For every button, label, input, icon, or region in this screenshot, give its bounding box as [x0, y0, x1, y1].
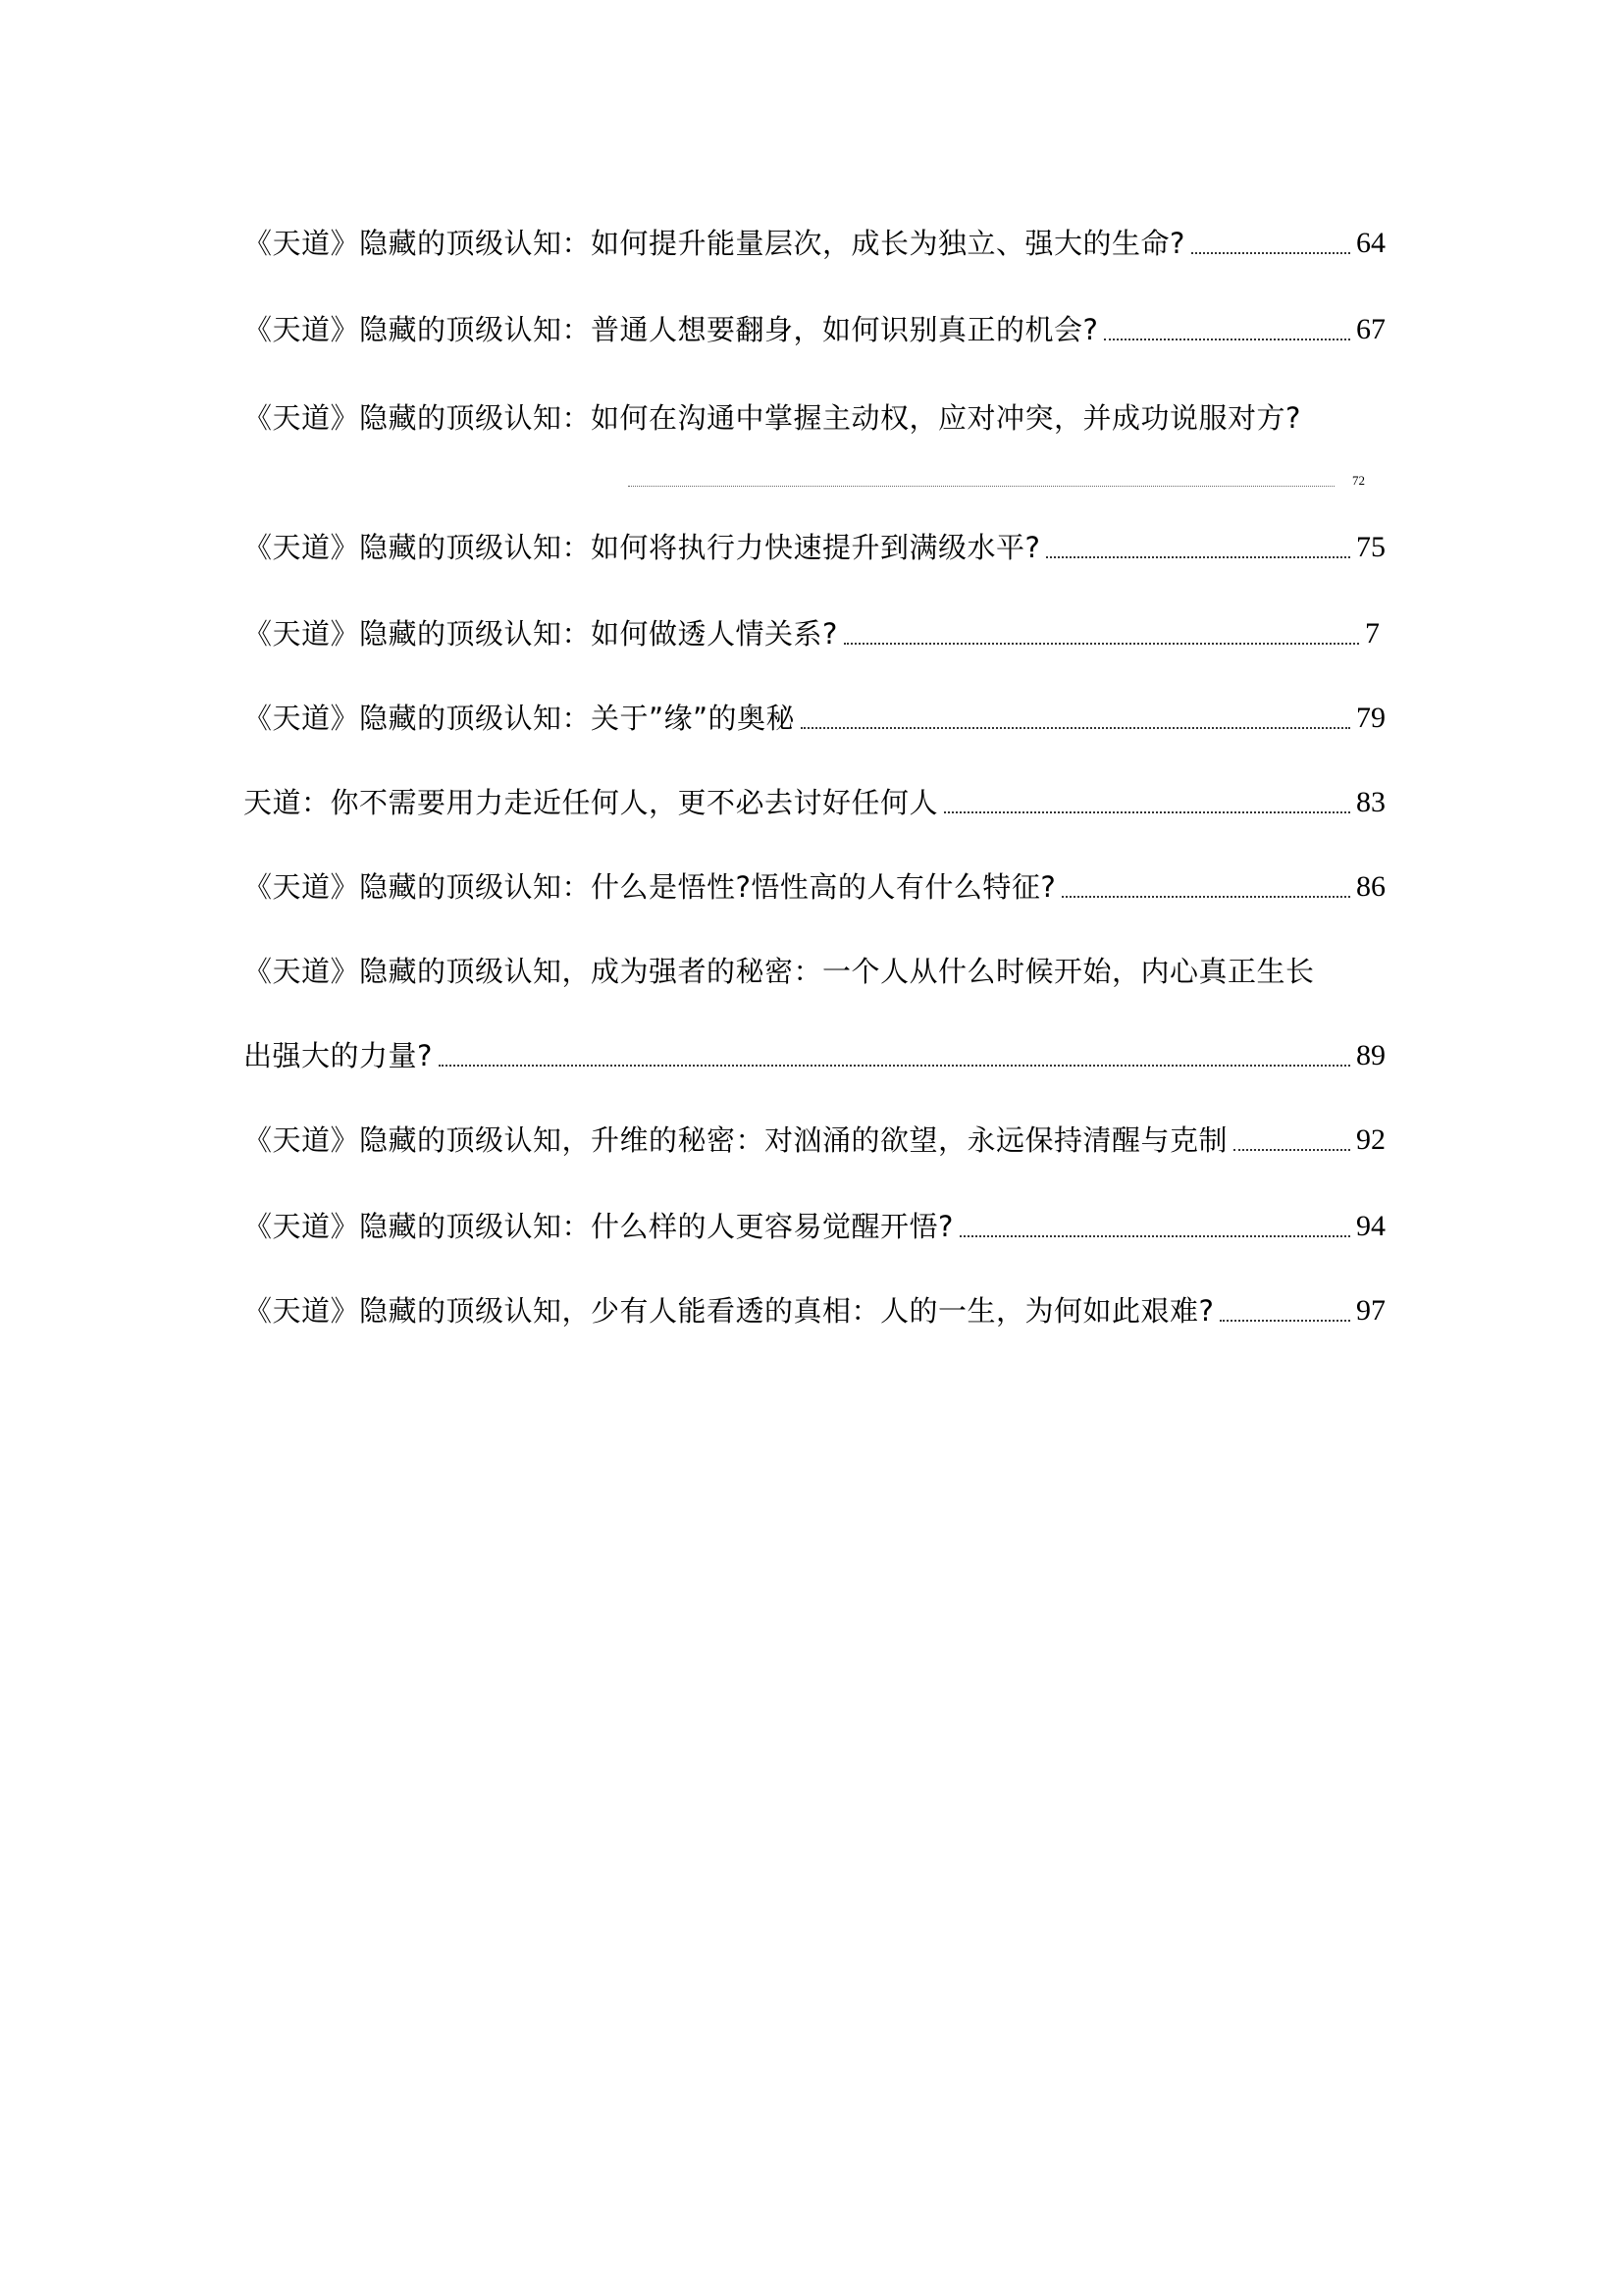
toc-entry-title: 《天道》隐藏的顶级认知：什么样的人更容易觉醒开悟? — [243, 1210, 954, 1243]
toc-entry-page: 72 — [1352, 473, 1365, 488]
dot-leader — [1191, 252, 1350, 254]
toc-entry[interactable] — [243, 612, 1386, 655]
toc-entry[interactable] — [243, 526, 1386, 569]
toc-entry-title: 《天道》隐藏的顶级认知：什么是悟性?悟性高的人有什么特征? — [243, 870, 1057, 904]
toc-entry-title: 《天道》隐藏的顶级认知，升维的秘密：对汹涌的欲望，永远保持清醒与克制 — [243, 1123, 1229, 1157]
toc-entry-page: 86 — [1356, 870, 1386, 903]
dot-leader — [944, 811, 1350, 813]
toc-entry[interactable] — [243, 697, 1386, 740]
toc-entry-page: 7 — [1365, 617, 1380, 650]
toc-entry-page: 94 — [1356, 1210, 1386, 1242]
dot-leader — [439, 1065, 1350, 1067]
toc-entry-title: 《天道》隐藏的顶级认知：如何做透人情关系? — [243, 617, 838, 651]
dot-leader — [960, 1235, 1350, 1237]
toc-entry-title: 《天道》隐藏的顶级认知：普通人想要翻身，如何识别真正的机会? — [243, 313, 1099, 346]
toc-entry[interactable] — [243, 781, 1386, 824]
toc-entry[interactable] — [243, 1289, 1386, 1332]
dot-leader — [801, 727, 1350, 729]
toc-entry-page: 97 — [1356, 1294, 1386, 1327]
toc-entry-title: 《天道》隐藏的顶级认知，少有人能看透的真相：人的一生，为何如此艰难? — [243, 1294, 1215, 1328]
toc-entry-page: 67 — [1356, 313, 1386, 345]
toc-entry-page: 64 — [1356, 227, 1386, 259]
toc-entry-title[interactable]: 《天道》隐藏的顶级认知：如何在沟通中掌握主动权，应对冲突，并成功说服对方? — [243, 401, 1301, 435]
toc-entry-title: 天道：你不需要用力走近任何人，更不必去讨好任何人 — [243, 786, 939, 819]
toc-entry-page: 83 — [1356, 786, 1386, 818]
dot-leader — [628, 486, 1335, 487]
toc-entry[interactable] — [243, 1119, 1386, 1162]
toc-entry[interactable] — [243, 1205, 1386, 1248]
toc-entry[interactable] — [243, 222, 1386, 265]
toc-entry-page: 75 — [1356, 531, 1386, 563]
toc-entry[interactable] — [243, 308, 1386, 351]
dot-leader — [1062, 896, 1350, 898]
toc-entry-page: 79 — [1356, 702, 1386, 734]
toc-entry-title-line2: 出强大的力量? — [243, 1039, 433, 1072]
toc-entry-title: 《天道》隐藏的顶级认知：如何将执行力快速提升到满级水平? — [243, 531, 1041, 564]
toc-entry-title: 《天道》隐藏的顶级认知：关于”缘”的奥秘 — [243, 702, 796, 735]
toc-entry-page: 89 — [1356, 1039, 1386, 1071]
dot-leader — [1046, 556, 1350, 558]
toc-entry[interactable] — [243, 865, 1386, 909]
toc-entry[interactable] — [243, 1034, 1386, 1077]
toc-entry-page: 92 — [1356, 1123, 1386, 1156]
dot-leader — [1233, 1149, 1350, 1151]
toc-entry-title: 《天道》隐藏的顶级认知：如何提升能量层次，成长为独立、强大的生命? — [243, 227, 1185, 260]
toc-entry-title-line1[interactable]: 《天道》隐藏的顶级认知，成为强者的秘密：一个人从什么时候开始，内心真正生长 — [243, 955, 1315, 988]
dot-leader — [1220, 1320, 1350, 1322]
dot-leader — [1104, 339, 1350, 340]
dot-leader — [844, 643, 1359, 645]
